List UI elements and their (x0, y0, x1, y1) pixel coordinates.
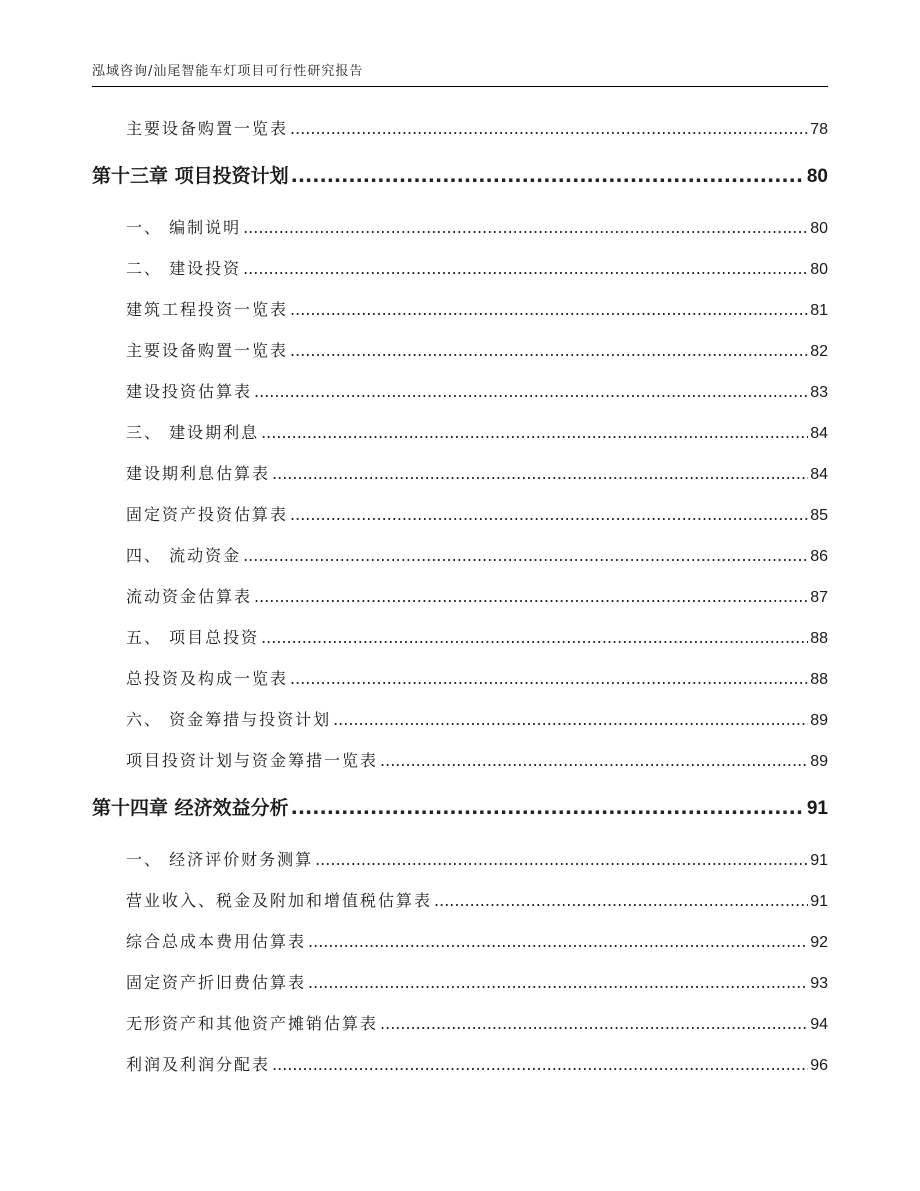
dot-leader (290, 669, 808, 688)
toc-entry[interactable] (92, 707, 828, 748)
toc-entry-title: 无形资产和其他资产摊销估算表 (126, 1014, 379, 1033)
toc-entry-title: 主要设备购置一览表 (126, 341, 289, 360)
toc-entry[interactable] (92, 116, 828, 157)
toc-entry[interactable] (92, 297, 828, 338)
table-of-contents (92, 116, 828, 1093)
toc-entry[interactable] (92, 420, 828, 461)
toc-entry-title: 固定资产投资估算表 (126, 505, 289, 524)
dot-leader (380, 751, 808, 770)
dot-leader (291, 797, 805, 819)
dot-leader (290, 119, 808, 138)
toc-entry-title: 项目投资计划与资金筹措一览表 (126, 751, 379, 770)
dot-leader (243, 546, 808, 565)
toc-entry[interactable] (92, 847, 828, 888)
dot-leader (290, 300, 808, 319)
toc-entry-title: 六、 资金筹措与投资计划 (126, 710, 332, 729)
dot-leader (261, 423, 808, 442)
toc-entry-page-number: 88 (810, 630, 828, 647)
toc-chapter-entry[interactable] (92, 789, 828, 847)
toc-entry[interactable] (92, 379, 828, 420)
toc-entry-page-number: 78 (810, 121, 828, 138)
toc-entry-title: 第十三章 项目投资计划 (92, 165, 289, 187)
toc-entry-page-number: 94 (810, 1016, 828, 1033)
dot-leader (254, 587, 808, 606)
toc-entry-page-number: 92 (810, 934, 828, 951)
dot-leader (272, 464, 808, 483)
toc-entry[interactable] (92, 338, 828, 379)
dot-leader (308, 973, 808, 992)
dot-leader (291, 165, 805, 187)
toc-entry-title: 利润及利润分配表 (126, 1055, 271, 1074)
toc-entry[interactable] (92, 970, 828, 1011)
toc-entry[interactable] (92, 666, 828, 707)
toc-entry-title: 四、 流动资金 (126, 546, 242, 565)
toc-entry-page-number: 88 (810, 671, 828, 688)
toc-entry-title: 营业收入、税金及附加和增值税估算表 (126, 891, 433, 910)
toc-entry-title: 一、 经济评价财务测算 (126, 850, 314, 869)
dot-leader (308, 932, 808, 951)
toc-entry-page-number: 91 (810, 893, 828, 910)
toc-entry-page-number: 89 (810, 753, 828, 770)
toc-entry-page-number: 82 (810, 343, 828, 360)
toc-entry[interactable] (92, 256, 828, 297)
toc-entry-title: 建筑工程投资一览表 (126, 300, 289, 319)
toc-chapter-entry[interactable] (92, 157, 828, 215)
toc-entry-page-number: 87 (810, 589, 828, 606)
toc-entry-page-number: 81 (810, 302, 828, 319)
toc-entry-page-number: 86 (810, 548, 828, 565)
toc-entry-title: 固定资产折旧费估算表 (126, 973, 307, 992)
dot-leader (333, 710, 808, 729)
toc-entry[interactable] (92, 543, 828, 584)
toc-entry[interactable] (92, 625, 828, 666)
toc-entry-page-number: 89 (810, 712, 828, 729)
toc-entry-title: 二、 建设投资 (126, 259, 242, 278)
toc-entry-title: 三、 建设期利息 (126, 423, 260, 442)
toc-entry-page-number: 83 (810, 384, 828, 401)
toc-entry-page-number: 84 (810, 425, 828, 442)
dot-leader (272, 1055, 808, 1074)
dot-leader (254, 382, 808, 401)
toc-entry-title: 总投资及构成一览表 (126, 669, 289, 688)
toc-entry[interactable] (92, 888, 828, 929)
toc-entry-page-number: 91 (810, 852, 828, 869)
toc-entry-page-number: 80 (810, 220, 828, 237)
toc-entry[interactable] (92, 1052, 828, 1093)
toc-entry[interactable] (92, 929, 828, 970)
toc-entry[interactable] (92, 502, 828, 543)
toc-entry-title: 建设期利息估算表 (126, 464, 271, 483)
dot-leader (434, 891, 808, 910)
dot-leader (261, 628, 808, 647)
toc-entry-page-number: 80 (806, 166, 828, 187)
toc-entry-page-number: 93 (810, 975, 828, 992)
toc-entry-title: 一、 编制说明 (126, 218, 242, 237)
toc-entry-page-number: 91 (806, 798, 828, 819)
toc-entry-page-number: 84 (810, 466, 828, 483)
toc-entry[interactable] (92, 461, 828, 502)
toc-entry-title: 综合总成本费用估算表 (126, 932, 307, 951)
dot-leader (380, 1014, 808, 1033)
toc-entry[interactable] (92, 1011, 828, 1052)
toc-entry-title: 第十四章 经济效益分析 (92, 797, 289, 819)
toc-entry[interactable] (92, 584, 828, 625)
toc-entry-page-number: 96 (810, 1057, 828, 1074)
dot-leader (243, 259, 808, 278)
toc-entry-page-number: 85 (810, 507, 828, 524)
dot-leader (290, 505, 808, 524)
toc-entry-title: 主要设备购置一览表 (126, 119, 289, 138)
toc-entry[interactable] (92, 215, 828, 256)
header-divider (92, 86, 828, 87)
dot-leader (243, 218, 808, 237)
toc-entry[interactable] (92, 748, 828, 789)
running-header: 泓域咨询/汕尾智能车灯项目可行性研究报告 (92, 64, 364, 79)
toc-entry-title: 建设投资估算表 (126, 382, 253, 401)
dot-leader (290, 341, 808, 360)
toc-entry-title: 五、 项目总投资 (126, 628, 260, 647)
dot-leader (315, 850, 808, 869)
toc-entry-title: 流动资金估算表 (126, 587, 253, 606)
toc-entry-page-number: 80 (810, 261, 828, 278)
